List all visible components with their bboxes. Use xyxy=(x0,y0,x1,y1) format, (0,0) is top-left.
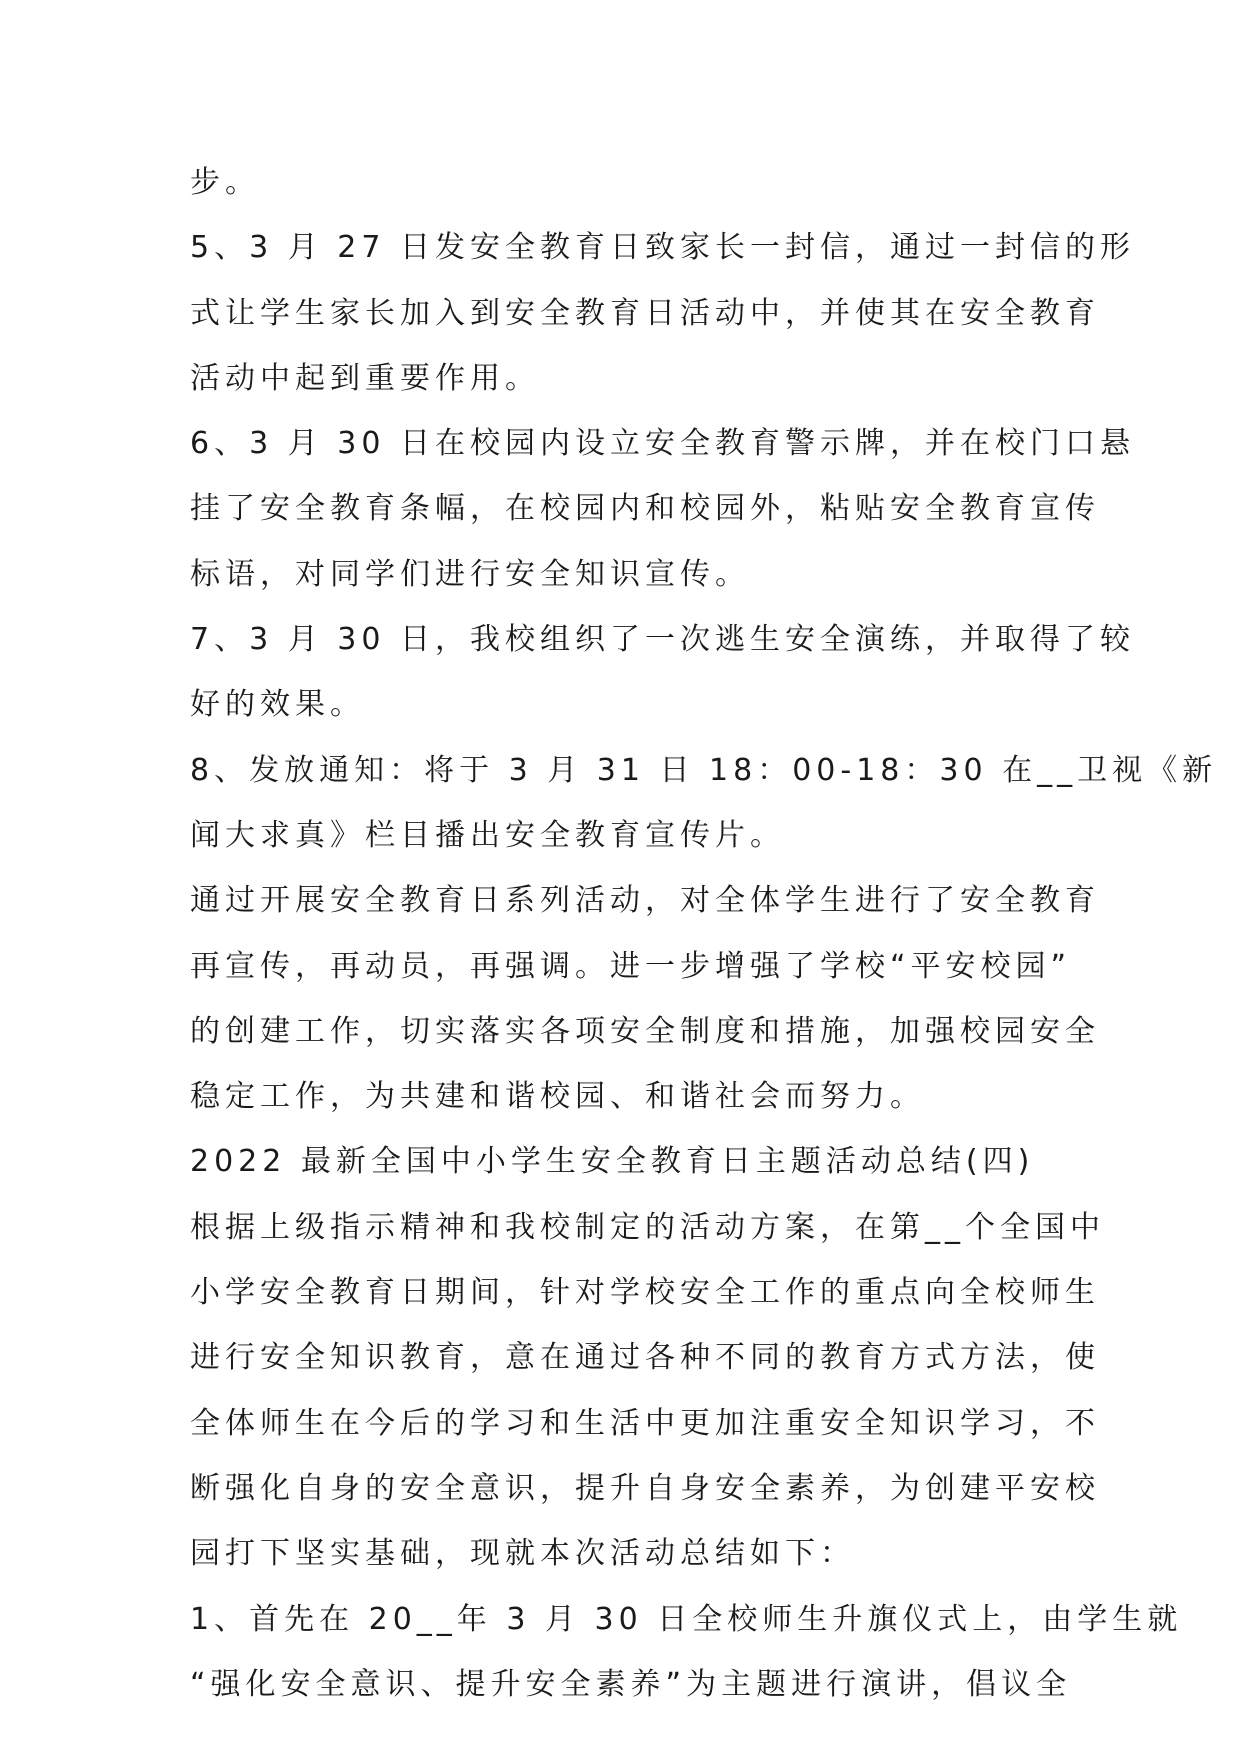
text-line: 断强化自身的安全意识，提升自身安全素养，为创建平安校 xyxy=(190,1470,1100,1506)
section-heading: 2022 最新全国中小学生安全教育日主题活动总结(四) xyxy=(190,1144,1035,1180)
text-line: 的创建工作，切实落实各项安全制度和措施，加强校园安全 xyxy=(190,1013,1100,1049)
text-line: 5、3 月 27 日发安全教育日致家长一封信，通过一封信的形 xyxy=(190,230,1135,266)
text-line: “强化安全意识、提升安全素养”为主题进行演讲，倡议全 xyxy=(190,1666,1072,1702)
text-line: 闻大求真》栏目播出安全教育宣传片。 xyxy=(190,817,785,853)
text-line: 再宣传，再动员，再强调。进一步增强了学校“平安校园” xyxy=(190,948,1072,984)
text-line: 小学安全教育日期间，针对学校安全工作的重点向全校师生 xyxy=(190,1275,1100,1311)
text-line: 全体师生在今后的学习和生活中更加注重安全知识学习，不 xyxy=(190,1405,1100,1441)
text-line: 好的效果。 xyxy=(190,687,365,723)
document-body xyxy=(190,150,1218,1717)
text-line: 进行安全知识教育，意在通过各种不同的教育方式方法，使 xyxy=(190,1340,1100,1376)
text-line: 8、发放通知：将于 3 月 31 日 18：00-18：30 在__卫视《新 xyxy=(190,752,1218,788)
text-line: 7、3 月 30 日，我校组织了一次逃生安全演练，并取得了较 xyxy=(190,622,1135,658)
text-line: 6、3 月 30 日在校园内设立安全教育警示牌，并在校门口悬 xyxy=(190,426,1135,462)
text-line: 式让学生家长加入到安全教育日活动中，并使其在安全教育 xyxy=(190,295,1100,331)
text-line: 通过开展安全教育日系列活动，对全体学生进行了安全教育 xyxy=(190,883,1100,919)
text-line: 稳定工作，为共建和谐校园、和谐社会而努力。 xyxy=(190,1079,925,1115)
text-line: 园打下坚实基础，现就本次活动总结如下： xyxy=(190,1536,855,1572)
text-line: 挂了安全教育条幅，在校园内和校园外，粘贴安全教育宣传 xyxy=(190,491,1100,527)
text-line: 标语，对同学们进行安全知识宣传。 xyxy=(190,556,750,592)
text-line: 1、首先在 20__年 3 月 30 日全校师生升旗仪式上，由学生就 xyxy=(190,1601,1183,1637)
text-line: 步。 xyxy=(190,165,260,200)
text-line: 活动中起到重要作用。 xyxy=(190,360,540,396)
text-line: 根据上级指示精神和我校制定的活动方案，在第__个全国中 xyxy=(190,1209,1105,1245)
